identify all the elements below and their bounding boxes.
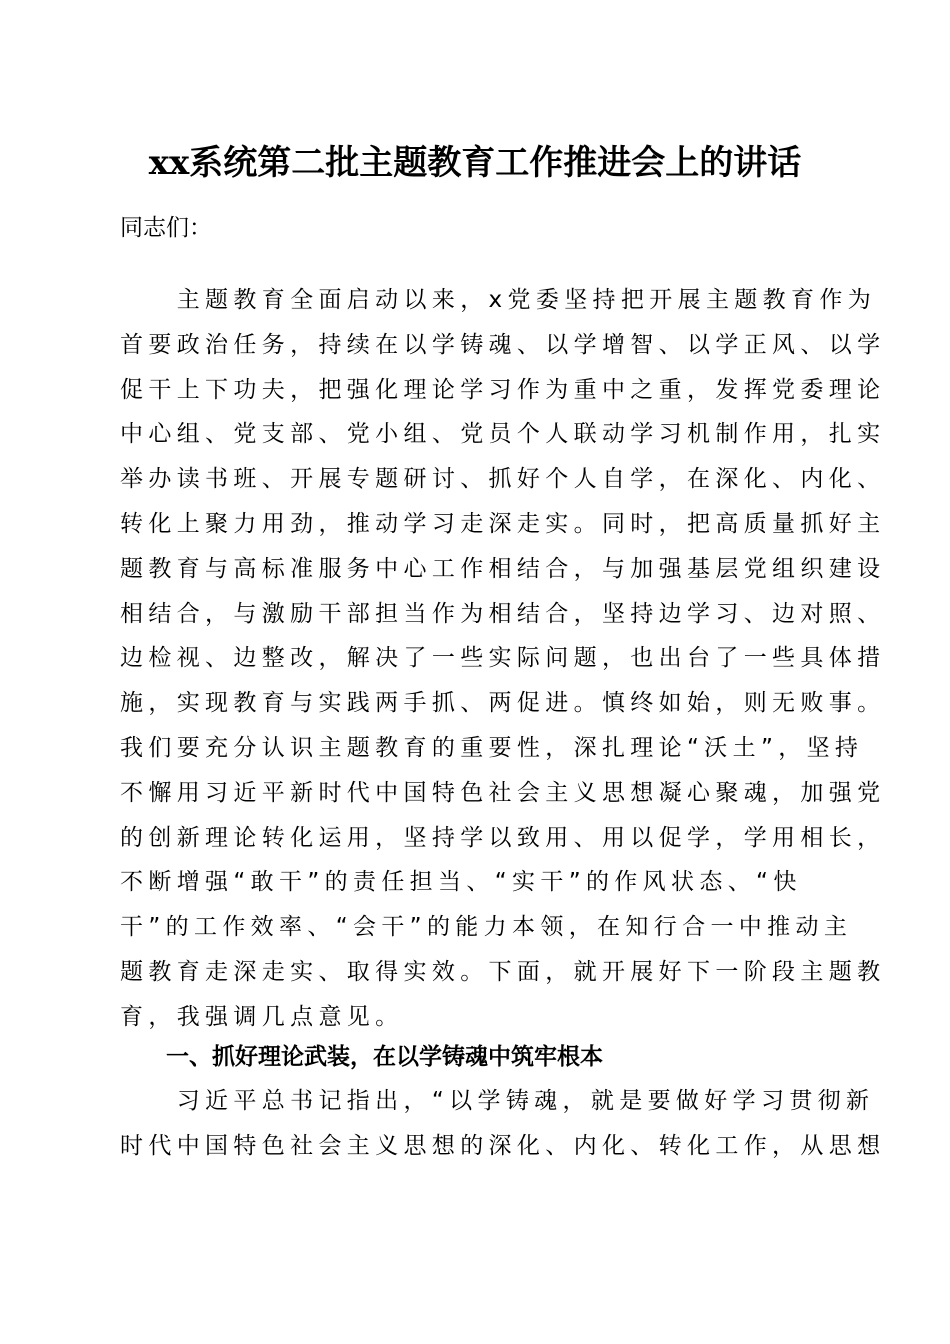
paragraph-line: 不懈用习近平新时代中国特色社会主义思想凝心聚魂，加强党 — [120, 779, 886, 806]
paragraph-line: 习近平总书记指出，“以学铸魂，就是要做好学习贯彻新 — [120, 1088, 875, 1114]
paragraph-line: 不断增强“敢干”的责任担当、“实干”的作风状态、“快 — [120, 869, 802, 896]
paragraph-line: 干”的工作效率、“会干”的能力本领，在知行合一中推动主 — [120, 914, 853, 941]
salutation: 同志们： — [120, 215, 212, 241]
paragraph-1 — [120, 278, 886, 1040]
paragraph-line: 边检视、边整改，解决了一些实际问题，也出台了一些具体措 — [120, 645, 886, 672]
paragraph-line: 题教育走深走实、取得实效。下面，就开展好下一阶段主题教 — [120, 958, 886, 985]
paragraph-line: 转化上聚力用劲，推动学习走深走实。同时，把高质量抓好主 — [120, 510, 886, 537]
paragraph-2 — [120, 1079, 886, 1169]
paragraph-line: 举办读书班、开展专题研讨、抓好个人自学，在深化、内化、 — [120, 466, 886, 493]
paragraph-line: 时代中国特色社会主义思想的深化、内化、转化工作，从思想 — [120, 1132, 886, 1159]
paragraph-line: 主题教育全面启动以来，x党委坚持把开展主题教育作为 — [120, 287, 877, 313]
paragraph-line: 的创新理论转化运用，坚持学以致用、用以促学，学用相长， — [120, 824, 886, 851]
paragraph-line: 促干上下功夫，把强化理论学习作为重中之重，发挥党委理论 — [120, 376, 886, 403]
paragraph-line: 育，我强调几点意见。 — [120, 1003, 404, 1030]
paragraph-line: 首要政治任务，持续在以学铸魂、以学增智、以学正风、以学 — [120, 331, 886, 358]
paragraph-line: 中心组、党支部、党小组、党员个人联动学习机制作用，扎实 — [120, 421, 886, 448]
document-title: xx系统第二批主题教育工作推进会上的讲话 — [148, 143, 802, 183]
paragraph-line: 施，实现教育与实践两手抓、两促进。慎终如始，则无败事。 — [120, 690, 886, 717]
section-heading: 一、抓好理论武装，在以学铸魂中筑牢根本 — [166, 1044, 603, 1070]
paragraph-line: 题教育与高标准服务中心工作相结合，与加强基层党组织建设 — [120, 555, 886, 582]
paragraph-line: 相结合，与激励干部担当作为相结合，坚持边学习、边对照、 — [120, 600, 886, 627]
paragraph-line: 我们要充分认识主题教育的重要性，深扎理论“沃土”，坚持 — [120, 734, 864, 761]
